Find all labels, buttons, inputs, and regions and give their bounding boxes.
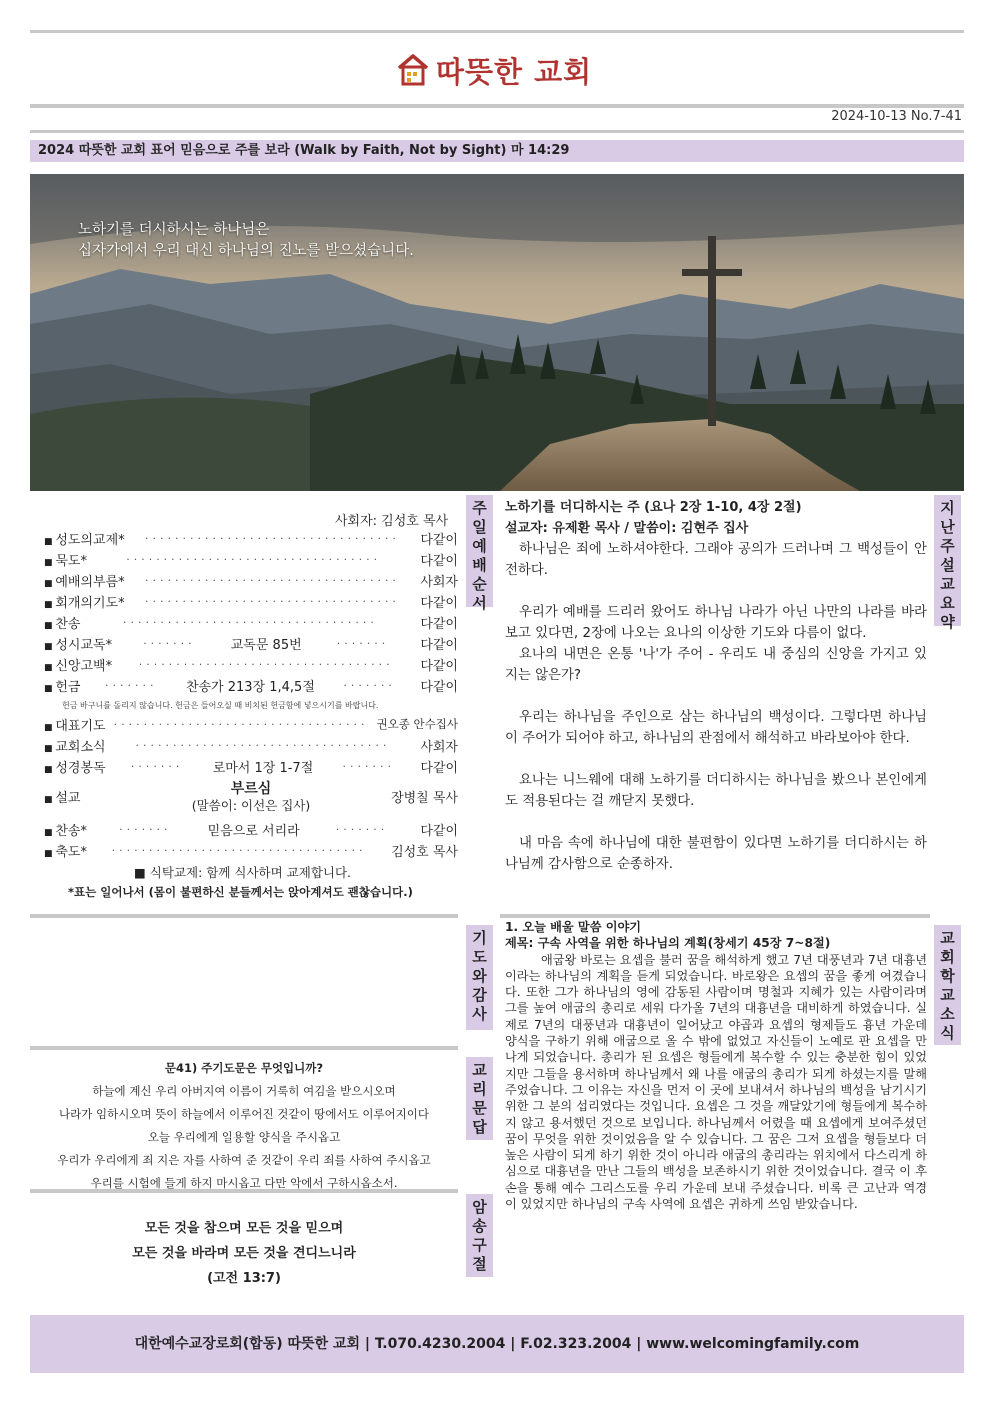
leader-dots: ··································: [113, 717, 369, 731]
label-memory-verse: 암 송 구 절: [466, 1194, 493, 1277]
section-rule: [500, 914, 930, 918]
leader-dots: ·······: [119, 822, 172, 836]
summary-title: 노하기를 더디하시는 주 (요나 2장 1-10, 4장 2절): [505, 500, 802, 515]
hero-caption-line2: 십자가에서 우리 대신 하나님의 진노를 받으셨습니다.: [78, 243, 414, 259]
top-rule: [30, 30, 964, 33]
leader-dots: ·······: [104, 678, 158, 692]
logo-title: 따뜻한 교회: [436, 54, 593, 89]
worship-item: ■ 성시교독* ······· 교독문 85번 ······· 다같이: [44, 633, 458, 653]
news-body: 애굽왕 바로는 요셉을 불러 꿈을 해석하게 했고 7년 대풍년과 7년 대흉년이라는 하나님의 계획을 듣게 되었습니다. 바로왕은 요셉의 꿈을 좋게 여겼습니다. 또한 그가 하나님의 영에 감동된 사람이며 명철과 지혜가 있는 사람이라며 그를 높여 애굽의 총리로 세워 다가올 7년의 대흉년을 대비하게 하였습니다. 실제로 7년의 대풍년과 대흉년이 일어났고 야곱과 요셉의 형제들도 흉년 가운데 양식을 구하기 위해 애굽으로 올 수 밖에 없었고 자신들이 노예로 판 요셉을 만나게 되었습니다. 총리가 된 요셉은 형들에게 복수할 수 있는 충분한 힘이 있었지만 그들을 용서하며 하나님께서 왜 나를 애굽의 총리가 되게 하셨는지를 말해 주었습니다. 그 이유는 자신을 먼저 이 곳에 보내셔서 하나님의 백성을 남기시기 위한 그 분의 섭리였다는 것입니다. 요셉은 그 것을 깨달았기에 형들에게 복수하지 않고 용서했던 것으로 보입니다. 하나님께서 어렸을 때 요셉에게 보여주셨던 꿈이 무엇을 위한 것이었음을 알 수 있습니다. 그 꿈은 그저 요셉을 형들보다 더 높은 사람이 되게 하기 위한 것이 아니라 애굽의 총리라는 위치에서 다스리게 하심으로 대흉년을 만난 그들의 백성을 보존하시기 위한 것이었습니다. 결국 이 후손을 통해 예수 그리스도를 우리 가운데 보내 주셨습니다. 비록 큰 고난과 역경이 있었지만 하나님의 구속 사역에 요셉은 귀하게 쓰임 받았습니다.: [505, 952, 927, 1212]
leader-dots: ·······: [342, 759, 396, 773]
issue-rule: [30, 130, 964, 133]
worship-item: ■ 예배의부름* ·································· 사회자: [44, 570, 458, 590]
leader-dots: ··································: [145, 573, 400, 587]
leader-dots: ··································: [145, 531, 400, 545]
verse-line: 모든 것을 바라며 모든 것을 견디느니라: [132, 1246, 356, 1261]
worship-item: ■ 찬송* ······· 믿음으로 서리라 ······· 다같이: [44, 819, 458, 839]
church-school-news: [505, 919, 927, 1212]
worship-item: ■ 성도의교제* ·································· 다같이: [44, 528, 458, 548]
hero-caption-line1: 노하기를 더시하시는 하나님은: [78, 222, 270, 238]
stand-note: *표는 일어나서 (몸이 불편하신 분들께서는 앉아계셔도 괜찮습니다.): [68, 885, 413, 899]
leader-dots: ··································: [111, 843, 367, 857]
summary-paragraph: 우리는 하나님을 주인으로 삼는 하나님의 백성이다. 그렇다면 하나님이 주어가 되어야 하고, 하나님의 관점에서 해석하고 바라보아야 한다.: [505, 710, 927, 746]
sermon-subtitle: (말씀이: 이선은 집사): [191, 798, 311, 813]
section-rule: [30, 914, 458, 918]
memory-verse: [30, 1216, 458, 1291]
worship-item: ■ 찬송 ·································· 다같이: [44, 612, 458, 632]
hero-image: [30, 174, 964, 491]
footer-contact: 대한예수교장로회(합동) 따뜻한 교회 | T.070.4230.2004 | F.02.323.2004 | www.welcomingfamily.com: [30, 1315, 964, 1373]
offering-note: 헌금 바구니를 돌리지 않습니다. 헌금은 들어오실 때 비치된 헌금함에 넣으시기를 바랍니다.: [62, 701, 379, 710]
catechism: [30, 1057, 458, 1195]
meal-note: ■ 식탁교제: 함께 식사하며 교제합니다.: [134, 865, 352, 880]
leader-dots: ··································: [135, 738, 391, 752]
section-rule: [30, 1046, 458, 1050]
news-title: 제목: 구속 사역을 위한 하나님의 계획(창세기 45장 7~8절): [505, 936, 831, 951]
summary-paragraph: 내 마음 속에 하나님에 대한 불편함이 있다면 노하기를 더디하시는 하나님께 감사함으로 순종하자.: [505, 836, 927, 872]
verse-line: 모든 것을 참으며 모든 것을 믿으며: [144, 1221, 344, 1236]
summary-paragraph: 하나님은 죄에 노하셔야한다. 그래야 공의가 드러나며 그 백성들이 안전하다.: [505, 542, 927, 578]
leader-dots: ·······: [343, 678, 396, 692]
house-icon: [396, 53, 430, 87]
news-heading: 1. 오늘 배울 말씀 이야기: [505, 920, 642, 934]
summary-paragraph: 요나는 니느웨에 대해 노하기를 더디하시는 하나님을 봤으나 본인에게도 적용된다는 걸 깨닫지 못했다.: [505, 773, 927, 809]
leader-dots: ··································: [145, 594, 400, 608]
sermon-summary: [505, 497, 927, 875]
worship-item: ■ 묵도* ·································· 다같이: [44, 549, 458, 569]
worship-item: ■ 교회소식 ·································· 사회자: [44, 735, 458, 755]
summary-preacher: 설교자: 유제환 목사 / 말씀이: 김현주 집사: [505, 521, 749, 536]
label-church-school-news: 교 회 학 교 소 식: [934, 925, 961, 1045]
leader-dots: ·······: [335, 822, 389, 836]
label-prayer-thanks: 기 도 와 감 사: [466, 925, 493, 1030]
label-sermon-summary: 지 난 주 설 교 요 약: [934, 495, 961, 626]
leader-dots: ·······: [336, 636, 390, 650]
leader-dots: ··································: [126, 552, 382, 566]
worship-item: ■ 성경봉독 ······· 로마서 1장 1-7절 ······· 다같이: [44, 756, 458, 776]
catechism-question: 문41) 주기도문은 무엇입니까?: [164, 1061, 324, 1075]
label-catechism: 교 리 문 답: [466, 1057, 493, 1140]
header-rule: [30, 104, 964, 108]
leader-dots: ·······: [143, 636, 196, 650]
worship-host: 사회자: 김성호 목사: [335, 514, 449, 529]
catechism-line: 우리를 시험에 들게 하지 마시옵고 다만 악에서 구하시옵소서.: [90, 1176, 398, 1190]
leader-dots: ·······: [130, 759, 184, 773]
sermon-title: 부르심: [230, 781, 272, 797]
label-worship-order: 주 일 예 배 순 서: [466, 495, 493, 607]
worship-item: ■ 대표기도 ·································· 권오종 안수집사: [44, 714, 458, 734]
worship-item: ■ 회개의기도* ·································· 다같이: [44, 591, 458, 611]
summary-paragraph: 요나의 내면은 온통 '나'가 주어 - 우리도 내 중심의 신앙을 가지고 있지는 않은가?: [505, 647, 927, 683]
sermon-row: ■ 설교 장병칠 목사: [44, 786, 458, 806]
catechism-line: 하늘에 계신 우리 아버지여 이름이 거룩히 여김을 받으시오며: [92, 1084, 396, 1098]
verse-reference: (고전 13:7): [207, 1271, 281, 1286]
leader-dots: ··································: [138, 657, 394, 671]
worship-item: ■ 신앙고백* ·································· 다같이: [44, 654, 458, 674]
leader-dots: ··································: [122, 615, 378, 629]
church-logo: [396, 44, 596, 96]
catechism-line: 나라가 임하시오며 뜻이 하늘에서 이루어진 것같이 땅에서도 이루어지이다: [59, 1107, 429, 1121]
worship-item: ■ 헌금 ······· 찬송가 213장 1,4,5절 ······· 다같이: [44, 675, 458, 695]
catechism-line: 오늘 우리에게 일용할 양식을 주시옵고: [147, 1130, 341, 1144]
issue-number: 2024-10-13 No.7-41: [831, 109, 962, 124]
hero-caption: [78, 220, 414, 262]
motto-banner: 2024 따뜻한 교회 표어 믿음으로 주를 보라 (Walk by Faith, Not by Sight) 마 14:29: [30, 140, 964, 162]
worship-item: ■ 축도* ·································· 김성호 목사: [44, 840, 458, 860]
summary-paragraph: 우리가 예배를 드리러 왔어도 하나님 나라가 아닌 나만의 나라를 바라보고 있다면, 2장에 나오는 요나의 이상한 기도와 다름이 없다.: [505, 605, 927, 641]
catechism-line: 우리가 우리에게 죄 지은 자를 사하여 준 것같이 우리 죄를 사하여 주시옵고: [57, 1153, 431, 1167]
